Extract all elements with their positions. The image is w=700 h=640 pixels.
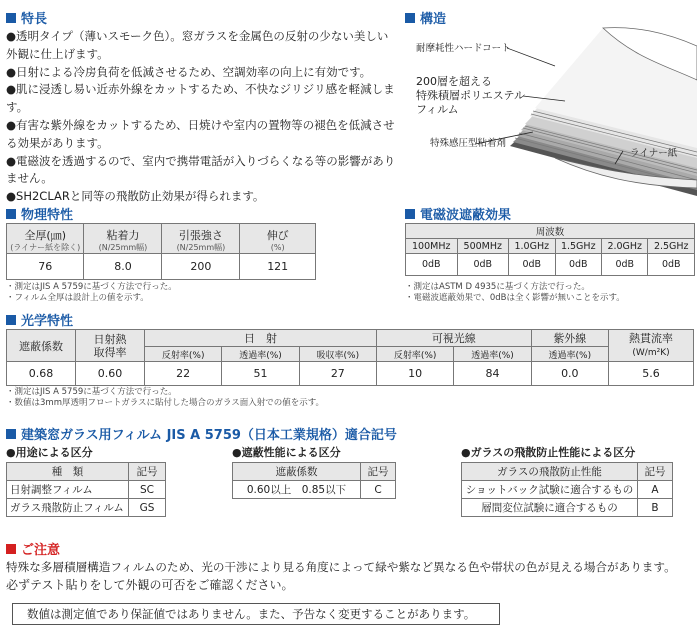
jis-shading-title: ●遮蔽性能による区分 — [232, 446, 341, 459]
jis-scatter-header: ガラスの飛散防止性能 — [462, 463, 638, 481]
jis-title: 建築窓ガラス用フィルム JIS A 5759（日本工業規格）適合記号 — [6, 424, 397, 443]
optical-value: 51 — [222, 362, 299, 386]
jis-shading-header: 遮蔽係数 — [233, 463, 361, 481]
jis-scatter-table — [461, 462, 673, 517]
caution-line: 必ずテスト貼りをして外観の可否をご確認ください。 — [6, 578, 294, 592]
optical-value: 5.6 — [609, 362, 694, 386]
jis-shading-code: C — [361, 481, 396, 499]
emi-value: 0dB — [648, 254, 695, 276]
jis-use-cell: 日射調整フィルム — [7, 481, 129, 499]
feature-item: ●肌に浸透し易い近赤外線をカットするため、不快なジリジリ感を軽減します。 — [6, 82, 395, 115]
jis-shading-header: 記号 — [361, 463, 396, 481]
jis-shading-cell: 0.60以上 0.85以下 — [233, 481, 361, 499]
optical-value: 0.60 — [76, 362, 145, 386]
jis-use-code: SC — [129, 481, 166, 499]
feature-item: ●有害な紫外線をカットするため、日焼けや室内の置物等の褪色を低減させる効果があります。 — [6, 117, 395, 150]
optical-sub-header: 吸収率(%) — [299, 347, 376, 362]
emi-notes: ・測定はASTM D 4935に基づく方法で行った。 ・電磁波遮蔽効果で、0dBは全く影響が無いことを示す。 — [405, 282, 625, 303]
emi-table — [405, 223, 695, 276]
structure-title: 構造 — [405, 8, 446, 27]
optical-header-heat: 熱貫流率 (W/m²K) — [609, 330, 694, 362]
jis-use-code: GS — [129, 499, 166, 517]
emi-value: 0dB — [509, 254, 555, 276]
emi-freq: 500MHz — [457, 239, 509, 254]
square-bullet-icon — [6, 13, 16, 23]
optical-title: 光学特性 — [6, 310, 73, 329]
square-bullet-icon — [6, 429, 16, 439]
physical-value: 200 — [162, 254, 240, 280]
label-film-1: 200層を超える — [416, 75, 492, 88]
jis-scatter-header: 記号 — [638, 463, 673, 481]
jis-use-header: 種 類 — [7, 463, 129, 481]
emi-value: 0dB — [406, 254, 458, 276]
feature-item: ●SH2CLARと同等の飛散防止効果が得られます。 — [6, 189, 265, 204]
optical-sub-header: 透過率(%) — [531, 347, 608, 362]
jis-scatter-title: ●ガラスの飛散防止性能による区分 — [461, 446, 636, 459]
physical-value: 121 — [240, 254, 316, 280]
label-film-3: フィルム — [416, 103, 459, 116]
disclaimer-box: 数値は測定値であり保証値ではありません。また、予告なく変更することがあります。 — [12, 603, 500, 625]
physical-header-cell: 粘着力 (N/25mm幅) — [84, 224, 162, 254]
physical-header-cell: 引張強さ (N/25mm幅) — [162, 224, 240, 254]
jis-scatter-cell: ショットバック試験に適合するもの — [462, 481, 638, 499]
optical-header-shading: 遮蔽係数 — [7, 330, 76, 362]
square-bullet-icon — [6, 315, 16, 325]
emi-freq: 2.0GHz — [602, 239, 648, 254]
jis-scatter-code: A — [638, 481, 673, 499]
jis-use-header: 記号 — [129, 463, 166, 481]
optical-value: 27 — [299, 362, 376, 386]
optical-notes: ・測定はJIS A 5759に基づく方法で行った。 ・数値は3mm厚透明フロートガラスに貼付した場合のガラス面入射での値を示す。 — [6, 387, 325, 408]
physical-value: 76 — [7, 254, 84, 280]
square-bullet-icon — [405, 13, 415, 23]
optical-sub-header: 反射率(%) — [145, 347, 222, 362]
emi-freq: 100MHz — [406, 239, 458, 254]
features-title: 特長 — [6, 8, 47, 27]
optical-header-uv: 紫外線 — [531, 330, 608, 347]
square-bullet-icon — [6, 544, 16, 554]
jis-use-table — [6, 462, 166, 517]
jis-scatter-code: B — [638, 499, 673, 517]
label-adhesive: 特殊感圧型粘着剤 — [430, 138, 507, 149]
emi-freq: 2.5GHz — [648, 239, 695, 254]
square-bullet-icon — [6, 209, 16, 219]
physical-notes: ・測定はJIS A 5759に基づく方法で行った。 ・フィルム全厚は設計上の値を示す。 — [6, 282, 177, 303]
feature-item: ●電磁波を透過するので、室内で携帯電話が入りづらくなる等の影響がありません。 — [6, 153, 396, 186]
physical-header-cell: 伸び (%) — [240, 224, 316, 254]
feature-item: ●日射による冷房負荷を低減させるため、空調効率の向上に有効です。 — [6, 64, 372, 79]
optical-value: 22 — [145, 362, 222, 386]
optical-header-solar-gain: 日射熱 取得率 — [76, 330, 145, 362]
features-list — [6, 28, 398, 206]
emi-group-header: 周波数 — [406, 224, 695, 239]
emi-title: 電磁波遮蔽効果 — [405, 204, 511, 223]
optical-sub-header: 反射率(%) — [376, 347, 453, 362]
emi-value: 0dB — [457, 254, 509, 276]
square-bullet-icon — [405, 209, 415, 219]
physical-header-cell: 全厚(㎛) (ライナー紙を除く) — [7, 224, 84, 254]
optical-table — [6, 329, 694, 386]
caution-title: ご注意 — [6, 539, 60, 558]
optical-sub-header: 透過率(%) — [222, 347, 299, 362]
physical-table — [6, 223, 316, 280]
optical-value: 0.68 — [7, 362, 76, 386]
optical-header-visible: 可視光線 — [376, 330, 531, 347]
physical-value: 8.0 — [84, 254, 162, 280]
emi-freq: 1.0GHz — [509, 239, 555, 254]
label-film-2: 特殊積層ポリエステル — [416, 89, 526, 102]
caution-text — [6, 558, 696, 594]
jis-shading-table — [232, 462, 396, 499]
jis-use-title: ●用途による区分 — [6, 446, 93, 459]
label-liner: ライナー紙 — [630, 148, 678, 159]
optical-header-solar: 日 射 — [145, 330, 377, 347]
optical-value: 0.0 — [531, 362, 608, 386]
jis-scatter-cell: 層間変位試験に適合するもの — [462, 499, 638, 517]
optical-value: 84 — [454, 362, 531, 386]
feature-item: ●透明タイプ（薄いスモーク色）。窓ガラスを金属色の反射の少ない美しい外観に仕上げます。 — [6, 29, 389, 61]
emi-freq: 1.5GHz — [555, 239, 601, 254]
emi-value: 0dB — [602, 254, 648, 276]
label-hardcoat: 耐摩耗性ハードコート — [416, 43, 511, 54]
jis-use-cell: ガラス飛散防止フィルム — [7, 499, 129, 517]
emi-value: 0dB — [555, 254, 601, 276]
optical-value: 10 — [376, 362, 453, 386]
caution-line: 特殊な多層積層構造フィルムのため、光の干渉により見る角度によって緑や紫など異なる色や帯状の色が見える場合があります。 — [6, 560, 676, 574]
physical-title: 物理特性 — [6, 204, 73, 223]
optical-sub-header: 透過率(%) — [454, 347, 531, 362]
